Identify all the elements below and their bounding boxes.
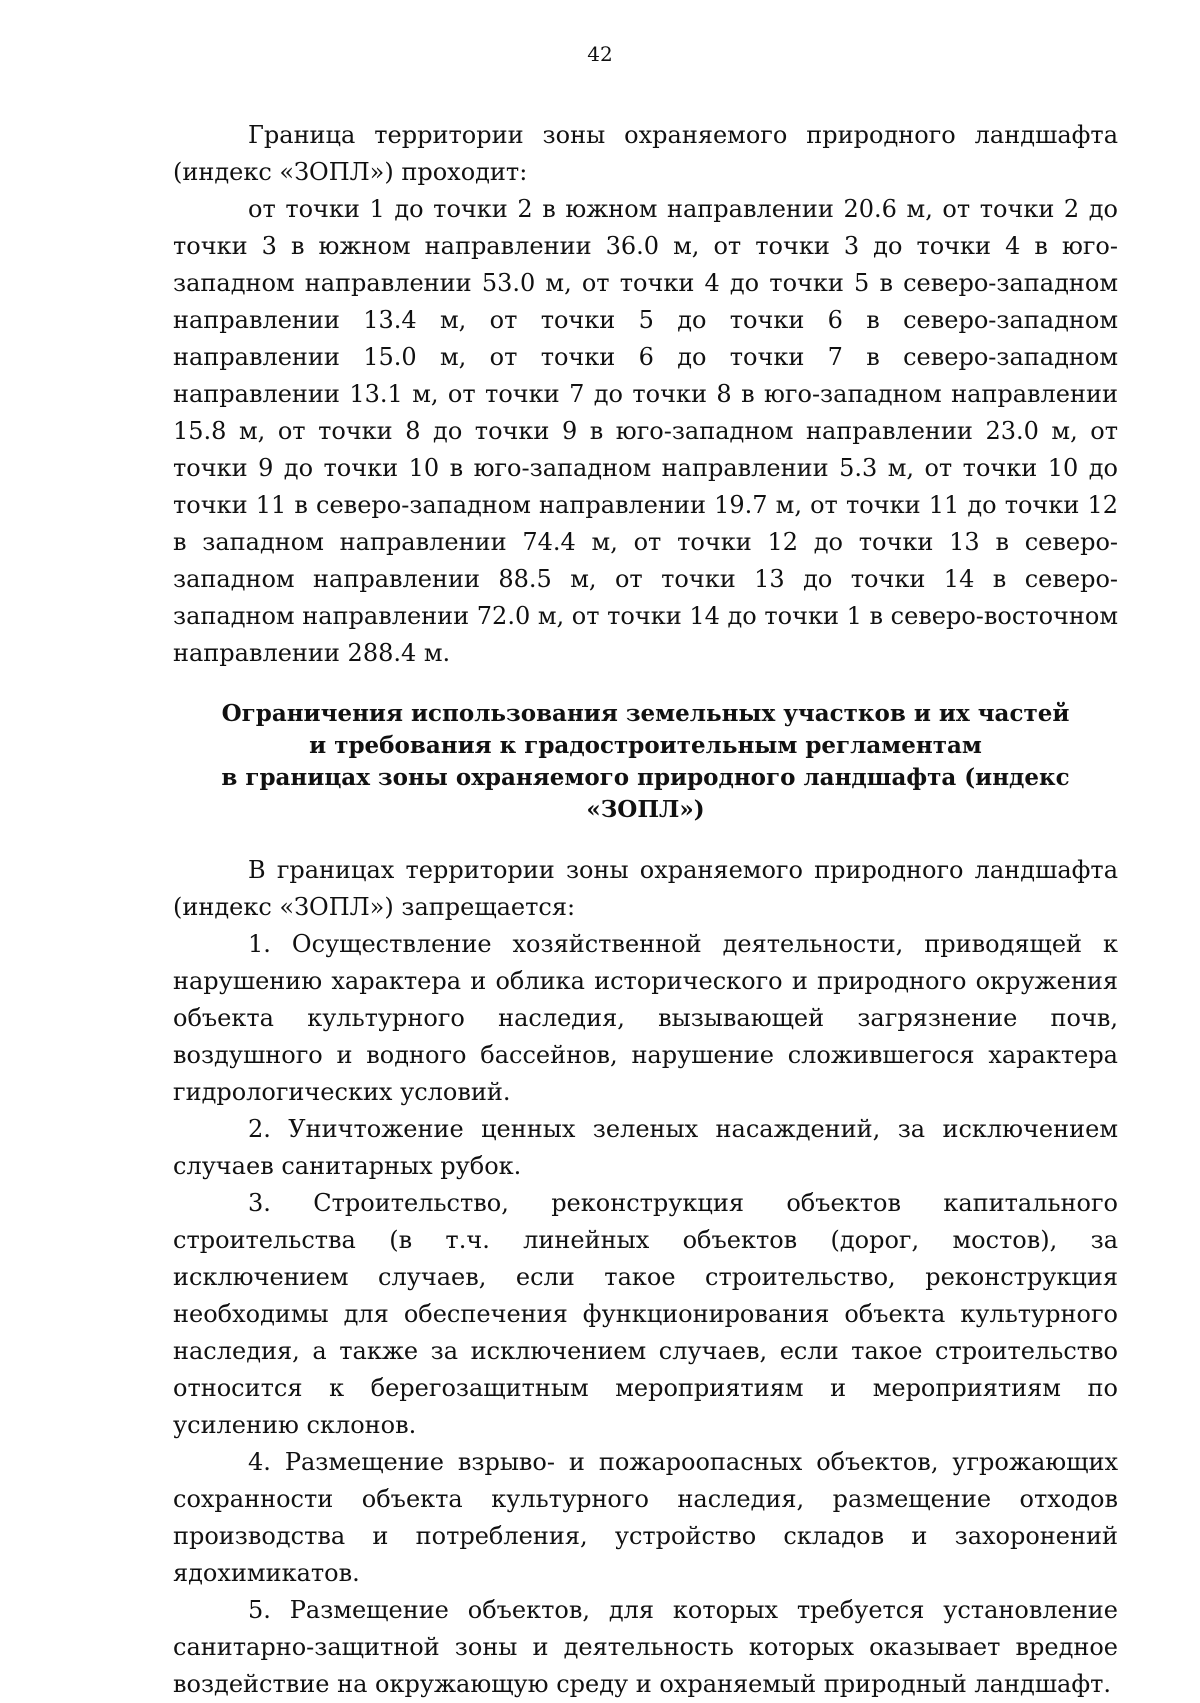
- restriction-item-4: 4. Размещение взрыво- и пожароопасных объектов, угрожающих сохранности объекта культурного наследия, размещение отходов производства и потребления, устройство складов и захоронений ядохимикатов.: [173, 1448, 1118, 1587]
- section-heading-line-2: и требования к градостроительным регламентам: [309, 732, 982, 759]
- section-heading-line-3: в границах зоны охраняемого природного ландшафта (индекс «ЗОПЛ»): [221, 764, 1070, 823]
- restriction-item-1: 1. Осуществление хозяйственной деятельности, приводящей к нарушению характера и облика исторического и природного окружения объекта культурного наследия, вызывающей загрязнение почв, воздушного и водного бассейнов, нарушение сложившегося характера гидрологических условий.: [173, 930, 1118, 1106]
- restrictions-intro: В границах территории зоны охраняемого природного ландшафта (индекс «ЗОПЛ») запрещается:: [173, 856, 1118, 921]
- boundary-intro: Граница территории зоны охраняемого природного ландшафта (индекс «ЗОПЛ») проходит:: [173, 121, 1118, 186]
- section-heading: [173, 672, 1118, 852]
- page-number: 42: [587, 42, 613, 66]
- restriction-item-5: 5. Размещение объектов, для которых требуется установление санитарно-защитной зоны и деятельность которых оказывает вредное воздействие на окружающую среду и охраняемый природный ландшафт.: [173, 1596, 1118, 1698]
- restriction-item-2: 2. Уничтожение ценных зеленых насаждений, за исключением случаев санитарных рубок.: [173, 1115, 1118, 1180]
- restriction-item-3: 3. Строительство, реконструкция объектов капитального строительства (в т.ч. линейных объектов (дорог, мостов), за исключением случаев, если такое строительство, реконструкция необходимы для обеспечения функционирования объекта культурного наследия, а также за исключением случаев, если такое строительство относится к берегозащитным мероприятиям и мероприятиям по усилению склонов.: [173, 1189, 1118, 1439]
- page-content: [173, 117, 1118, 1703]
- boundary-description: от точки 1 до точки 2 в южном направлении 20.6 м, от точки 2 до точки 3 в южном направлении 36.0 м, от точки 3 до точки 4 в юго-западном направлении 53.0 м, от точки 4 до точки 5 в северо-западном направлении 13.4 м, от точки 5 до точки 6 в северо-западном направлении 15.0 м, от точки 6 до точки 7 в северо-западном направлении 13.1 м, от точки 7 до точки 8 в юго-западном направлении 15.8 м, от точки 8 до точки 9 в юго-западном направлении 23.0 м, от точки 9 до точки 10 в юго-западном направлении 5.3 м, от точки 10 до точки 11 в северо-западном направлении 19.7 м, от точки 11 до точки 12 в западном направлении 74.4 м, от точки 12 до точки 13 в северо-западном направлении 88.5 м, от точки 13 до точки 14 в северо-западном направлении 72.0 м, от точки 14 до точки 1 в северо-восточном направлении 288.4 м.: [173, 195, 1119, 667]
- section-heading-line-1: Ограничения использования земельных участков и их частей: [221, 700, 1070, 727]
